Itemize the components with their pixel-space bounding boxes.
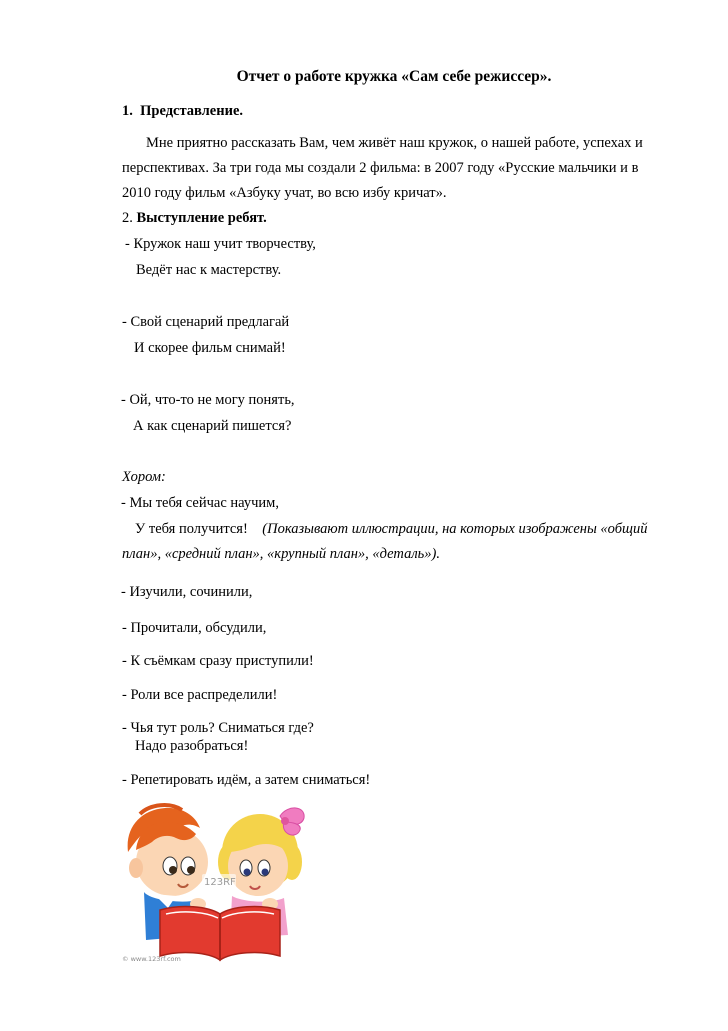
verse-line: - Мы тебя сейчас научим, (121, 495, 279, 511)
section-1-title: Представление. (140, 103, 244, 119)
paragraph-line-2: перспективах. За три года мы создали 2 фильма: в 2007 году «Русские мальчики и в (122, 160, 639, 176)
verse-line: Надо разобраться! (135, 738, 249, 754)
stage-direction: план», «средний план», «крупный план», «деталь»). (122, 546, 440, 562)
verse-line: - Прочитали, обсудили, (122, 620, 267, 636)
verse-line: И скорее фильм снимай! (134, 340, 286, 356)
verse-line: - Роли все распределили! (122, 687, 278, 703)
verse-line: - Свой сценарий предлагай (122, 314, 290, 330)
verse-line: - Ой, что-то не могу понять, (121, 392, 295, 408)
verse-line-with-note (135, 520, 647, 538)
stage-direction: (Показывают иллюстрации, на которых изображены «общий (262, 521, 648, 537)
verse-line: - Изучили, сочинили, (121, 584, 253, 600)
paragraph-line-3: 2010 году фильм «Азбуку учат, во всю избу кричат». (122, 185, 447, 201)
section-2-title: Выступление ребят. (136, 210, 267, 226)
image-credit: © www.123rf.com (122, 955, 181, 963)
verse-line: - К съёмкам сразу приступили! (122, 653, 314, 669)
verse-line: У тебя получится! (135, 521, 248, 537)
verse-line: - Репетировать идём, а затем сниматься! (122, 772, 371, 788)
children-reading-book-icon (120, 800, 320, 965)
verse-line: - Кружок наш учит творчеству, (125, 236, 316, 252)
section-2-heading (122, 209, 267, 227)
document-title: Отчет о работе кружка «Сам себе режиссер». (236, 68, 552, 85)
section-1-heading (122, 102, 243, 120)
chorus-label: Хором: (122, 469, 166, 485)
verse-line: Ведёт нас к мастерству. (136, 262, 282, 278)
watermark-text: 123RF (204, 877, 236, 888)
verse-line: А как сценарий пишется? (133, 418, 292, 434)
section-2-number: 2. (122, 210, 133, 226)
verse-line: - Чья тут роль? Сниматься где? (122, 720, 314, 736)
paragraph-line-1: Мне приятно рассказать Вам, чем живёт наш кружок, о нашей работе, успехах и (146, 135, 643, 151)
section-1-number: 1. (122, 103, 133, 119)
